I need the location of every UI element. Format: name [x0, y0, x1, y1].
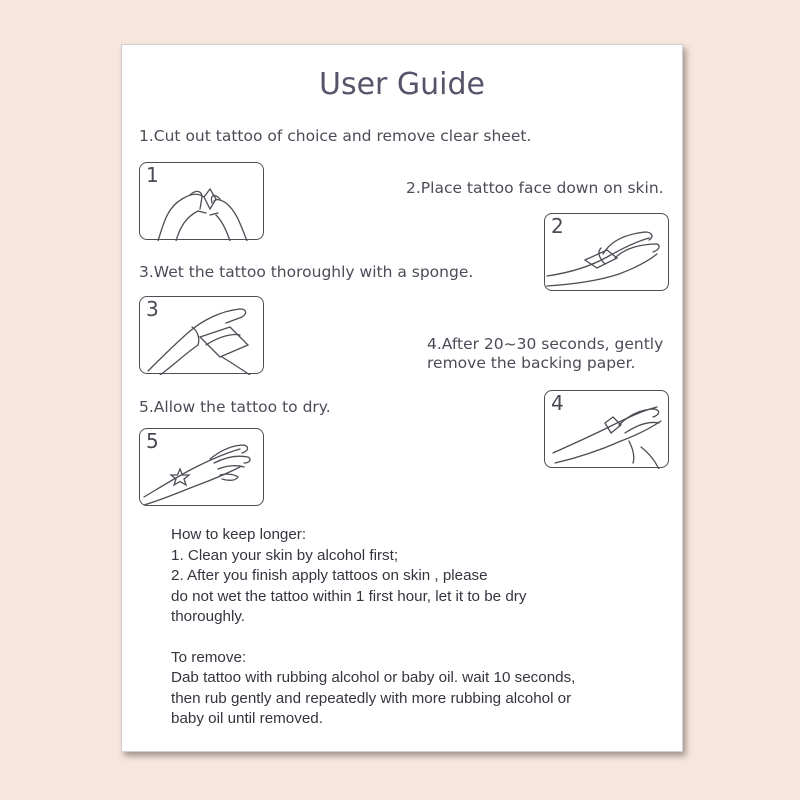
- removal-heading: To remove:: [171, 648, 247, 666]
- tips-line: 2. After you finish apply tattoos on skin , please: [171, 567, 488, 584]
- hand-peeling-icon: [545, 391, 670, 469]
- step-2-text: 2.Place tattoo face down on skin.: [406, 179, 664, 197]
- step-1-number: 1: [146, 163, 159, 187]
- removal-line: Dab tattoo with rubbing alcohol or baby oil. wait 10 seconds,: [171, 669, 576, 686]
- step-4-text-line2: remove the backing paper.: [427, 354, 636, 372]
- step-3-number: 3: [146, 297, 159, 321]
- section-gap: [171, 628, 641, 648]
- step-1-text: 1.Cut out tattoo of choice and remove clear sheet.: [139, 127, 532, 145]
- step-5-text: 5.Allow the tattoo to dry.: [139, 398, 331, 416]
- hand-placing-icon: [545, 214, 670, 292]
- removal-line: then rub gently and repeatedly with more rubbing alcohol or: [171, 689, 572, 707]
- step-4-panel: [544, 390, 669, 468]
- tips-line: 1. Clean your skin by alcohol first;: [171, 546, 399, 564]
- tips-section: [171, 525, 641, 730]
- step-3-text: 3.Wet the tattoo thoroughly with a sponge.: [139, 263, 474, 281]
- step-4-text-line1: 4.After 20~30 seconds, gently: [427, 335, 664, 353]
- step-4-number: 4: [551, 391, 564, 415]
- hand-sponge-icon: [140, 297, 265, 375]
- step-2-panel: [544, 213, 669, 291]
- hand-star-tattoo-icon: [140, 429, 265, 507]
- step-2-number: 2: [551, 214, 564, 238]
- tips-line: thoroughly.: [171, 608, 246, 625]
- step-5-panel: [139, 428, 264, 506]
- tips-line: do not wet the tattoo within 1 first hour, let it to be dry: [171, 587, 527, 605]
- hands-cutting-icon: [140, 163, 265, 241]
- page-title: User Guide: [318, 67, 485, 102]
- step-3-panel: [139, 296, 264, 374]
- user-guide-sheet: [121, 44, 683, 752]
- step-1-panel: [139, 162, 264, 240]
- removal-line: baby oil until removed.: [171, 710, 323, 727]
- step-5-number: 5: [146, 429, 159, 453]
- tips-heading: How to keep longer:: [171, 526, 307, 543]
